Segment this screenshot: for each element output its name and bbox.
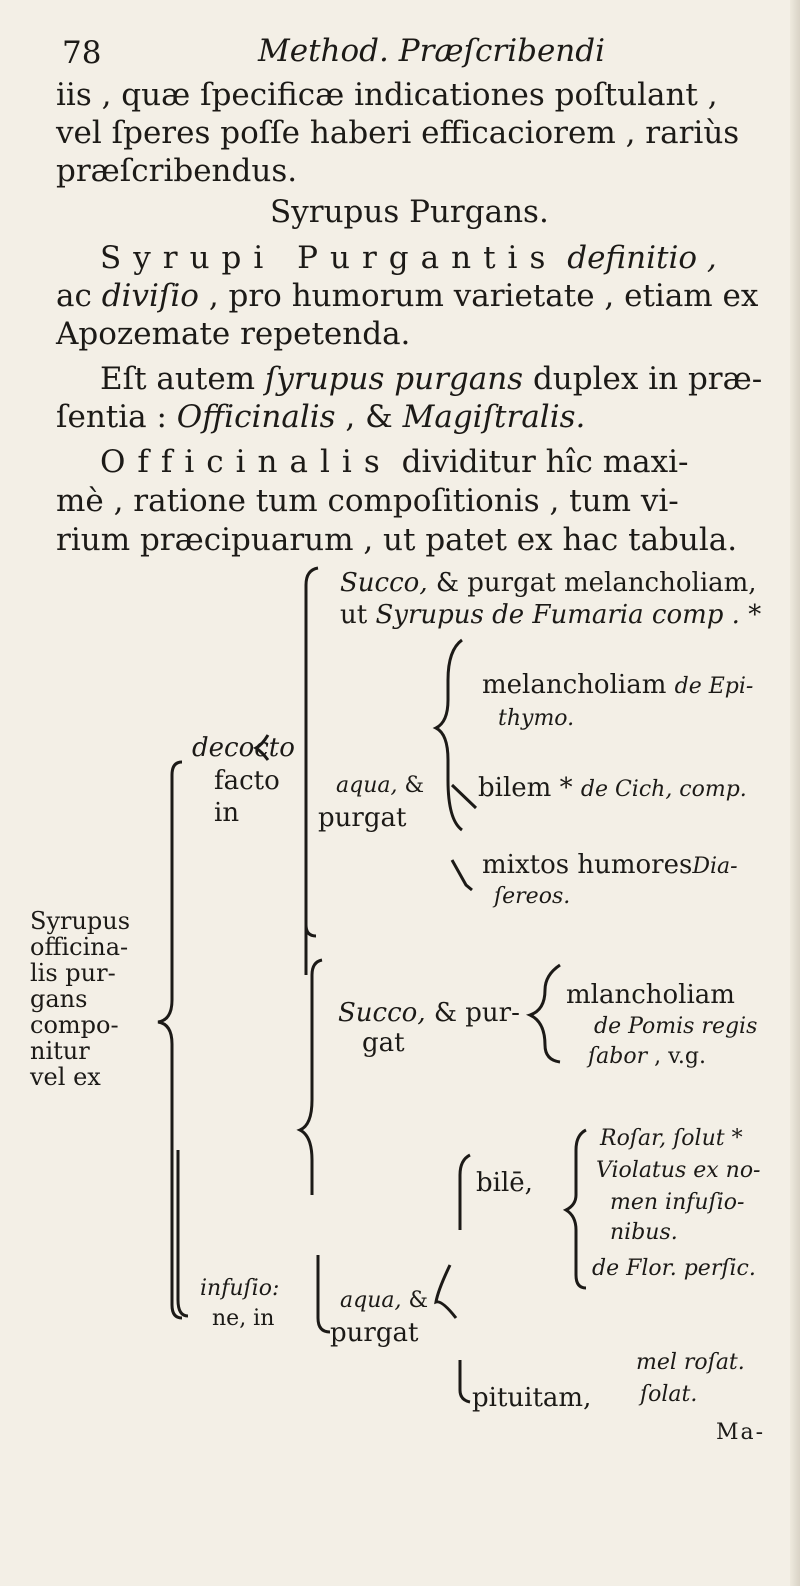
list-item-cont: ſereos. — [494, 884, 571, 909]
text-line: rium præcipuarum , ut patet ex hac tabula. — [56, 522, 738, 558]
text-line: vel ſperes poſſe haberi efficaciorem , rariùs — [56, 115, 740, 151]
group1-brace — [436, 640, 476, 890]
solat-label: ſolat. — [640, 1382, 698, 1407]
text-line: mè , ratione tum compoſitionis , tum vi- — [56, 483, 679, 519]
aqua-label: aqua, & — [336, 773, 425, 798]
list-item: Violatus ex no- — [596, 1158, 761, 1183]
top-branch-brace — [306, 568, 318, 975]
list-item: bilem * de Cich, comp. — [478, 773, 747, 803]
second-brace — [300, 960, 322, 1195]
text-line: Officinalis dividitur hîc maxi- — [100, 444, 689, 480]
list-item: men infuſio- — [610, 1190, 745, 1215]
text-line: præſcribendus. — [56, 153, 298, 189]
list-item: Roſar, ſolut * — [600, 1126, 743, 1151]
rosar-brace — [566, 1130, 586, 1288]
bile-brace — [460, 1155, 470, 1402]
running-title: Method. Præſcribendi — [258, 33, 606, 69]
succo-line: Succo, & purgat melancholiam, — [340, 568, 757, 598]
text-line: Syrupi Purgantis definitio , — [100, 240, 717, 276]
list-item-cont: thymo. — [498, 706, 575, 731]
page-number: 78 — [62, 35, 102, 71]
succo2-gat: gat — [362, 1028, 405, 1058]
infusio-label-cont: ne, in — [212, 1306, 275, 1331]
list-item: nibus. — [610, 1220, 678, 1245]
root-label: Syrupus officina- lis pur- gans compo- nitur vel ex — [30, 907, 131, 1091]
decocto-label: decocto — [192, 733, 295, 763]
smallcaps-term: Syrupi Purgantis — [100, 240, 558, 276]
text-line: Apozemate repetenda. — [56, 316, 411, 352]
text-line: iis , quæ ſpecificæ indicationes poſtulant , — [56, 77, 718, 113]
in-label: in — [214, 798, 240, 828]
list-item: melancholiam de Epi- — [482, 670, 754, 700]
text-line: Eſt autem ſyrupus purgans duplex in præ- — [100, 361, 763, 397]
list-item: mlancholiam — [566, 980, 735, 1010]
example-line: ut Syrupus de Fumaria comp . * — [340, 600, 762, 630]
list-item: de Flor. perſic. — [592, 1256, 756, 1281]
infusio-brace — [178, 1150, 188, 1316]
list-item-cont: ſabor , v.g. — [588, 1044, 706, 1069]
text-line: ac diviſio , pro humorum varietate , etiam ex — [56, 278, 759, 314]
purgat-label: purgat — [318, 803, 407, 833]
bile-label: bilē, — [476, 1168, 533, 1198]
aqua2-brace — [318, 1255, 330, 1332]
infusio-label: infuſio: — [200, 1276, 280, 1301]
text-line: ſentia : Officinalis , & Magiſtralis. — [56, 399, 586, 435]
aqua2-label: aqua, & — [340, 1288, 429, 1313]
pituitam-label: pituitam, — [472, 1383, 592, 1413]
succo2-line: Succo, & pur- — [338, 998, 520, 1028]
aqua2-right-brace — [436, 1265, 456, 1318]
list-item-cont: de Pomis regis — [594, 1014, 758, 1039]
section-heading: Syrupus Purgans. — [270, 194, 549, 230]
purgat2-label: purgat — [330, 1318, 419, 1348]
catchword: Ma- — [716, 1420, 766, 1445]
facto-label: facto — [214, 766, 280, 796]
smallcaps-term: Officinalis — [100, 444, 392, 480]
mel-rosat-label: mel roſat. — [636, 1350, 745, 1375]
succo2-brace — [530, 965, 560, 1062]
list-item: mixtos humoresDia- — [482, 850, 738, 880]
